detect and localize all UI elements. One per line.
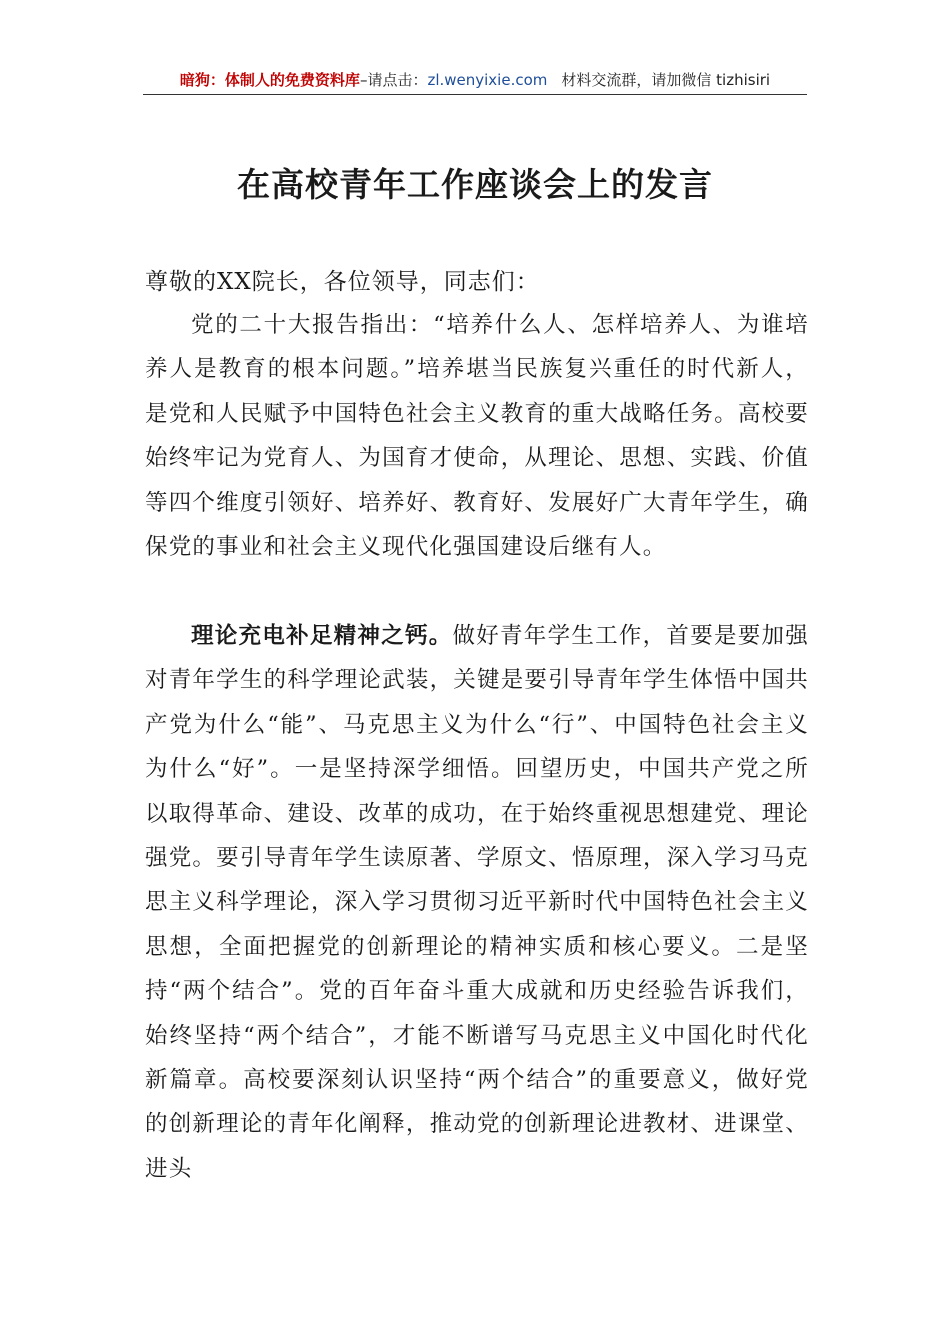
paragraph-theory-body: 做好青年学生工作，首要是要加强对青年学生的科学理论武装，关键是要引导青年学生体悟中国共产党为什么“能”、马克思主义为什么“行”、中国特色社会主义为什么“好”。一是坚持深学细悟。回望历史，中国共产党之所以取得革命、建设、改革的成功，在于始终重视思想建党、理论强党。要引导青年学生读原著、学原文、悟原理，深入学习马克思主义科学理论，深入学习贯彻习近平新时代中国特色社会主义思想，全面把握党的创新理论的精神实质和核心要义。二是坚持“两个结合”。党的百年奋斗重大成就和历史经验告诉我们，始终坚持“两个结合”，才能不断谱写马克思主义中国化时代化新篇章。高校要深刻认识坚持“两个结合”的重要意义，做好党的创新理论的青年化阐释，推动党的创新理论进教材、进课堂、进头 bbox=[145, 623, 809, 1182]
paragraph-intro: 党的二十大报告指出：“培养什么人、怎样培养人、为谁培养人是教育的根本问题。”培养堪当民族复兴重任的时代新人，是党和人民赋予中国特色社会主义教育的重大战略任务。高校要始终牢记为党育人、为国育才使命，从理论、思想、实践、价值等四个维度引领好、培养好、教育好、发展好广大青年学生，确保党的事业和社会主义现代化强国建设后继有人。 bbox=[145, 312, 809, 561]
header-prompt-text: –请点击： bbox=[359, 71, 428, 89]
greeting-line: 尊敬的XX院长，各位领导，同志们： bbox=[145, 269, 540, 295]
document-title: 在高校青年工作座谈会上的发言 bbox=[237, 165, 713, 204]
page-header bbox=[143, 68, 807, 95]
header-url-link[interactable]: zl.wenyixie.com bbox=[427, 71, 548, 89]
paragraph-theory bbox=[145, 614, 809, 1191]
header-brand-text: 暗狗：体制人的免费资料库 bbox=[179, 71, 360, 89]
paragraph-theory-heading: 理论充电补足精神之钙。 bbox=[191, 623, 453, 649]
header-group-text: 材料交流群，请加微信 tizhisiri bbox=[561, 71, 771, 89]
